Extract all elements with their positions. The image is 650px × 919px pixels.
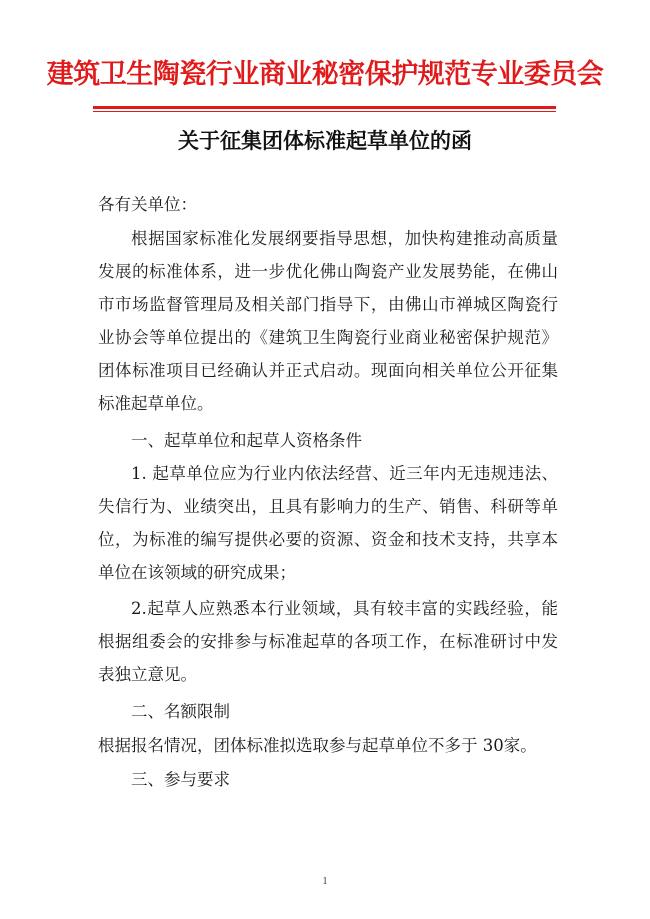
salutation: 各有关单位： xyxy=(98,195,197,214)
page-number: 1 xyxy=(322,876,328,887)
section-1-item-2: 2.起草人应熟悉本行业领域，具有较丰富的实践经验，能根据组委会的安排参与标准起草的各项工作，在标准研讨中发表独立意见。 xyxy=(98,599,558,684)
header-red-rule-thick xyxy=(93,106,556,109)
section-1-item-1: 1. 起草单位应为行业内依法经营、近三年内无违规违法、失信行为、业绩突出，且具有影响力的生产、销售、科研等单位，为标准的编写提供必要的资源、资金和技术支持，共享本单位在该领域的研究成果； xyxy=(98,464,558,582)
document-title: 关于征集团体标准起草单位的函 xyxy=(178,128,472,153)
section-2-text: 根据报名情况，团体标准拟选取参与起草单位不多于 30家。 xyxy=(98,736,537,755)
section-2-heading: 二、名额限制 xyxy=(131,702,230,721)
section-1-heading: 一、起草单位和起草人资格条件 xyxy=(131,431,362,450)
intro-paragraph: 根据国家标准化发展纲要指导思想，加快构建推动高质量发展的标准体系，进一步优化佛山陶瓷产业发展势能，在佛山市市场监督管理局及相关部门指导下，由佛山市禅城区陶瓷行业协会等单位提出的《建筑卫生陶瓷行业商业秘密保护规范》团体标准项目已经确认并正式启动。现面向相关单位公开征集标准起草单位。 xyxy=(98,229,558,413)
header-red-rule-thin xyxy=(93,111,556,112)
organization-title: 建筑卫生陶瓷行业商业秘密保护规范专业委员会 xyxy=(46,59,604,90)
section-3-heading: 三、参与要求 xyxy=(131,770,230,789)
